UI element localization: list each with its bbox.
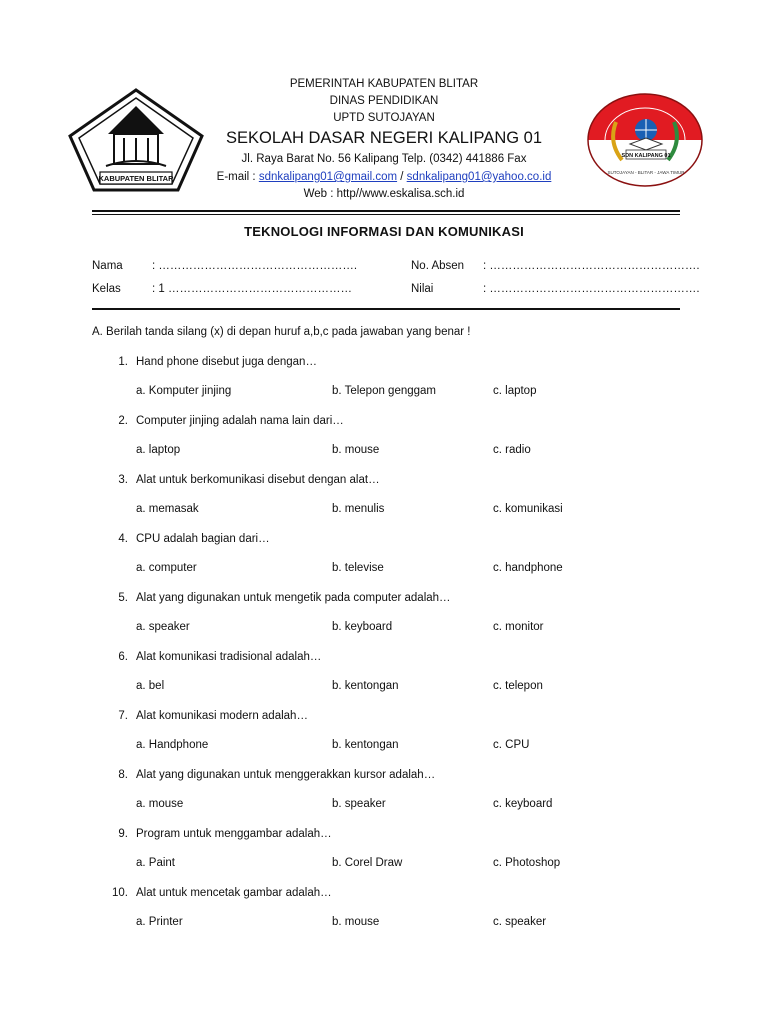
question-number: 1.: [118, 356, 128, 368]
option-a[interactable]: a. mouse: [136, 798, 184, 810]
question-number: 9.: [118, 828, 128, 840]
question-text: Alat yang digunakan untuk mengetik pada computer adalah…: [136, 592, 451, 604]
question-text: CPU adalah bagian dari…: [136, 533, 270, 545]
email-link-gmail[interactable]: sdnkalipang01@gmail.com: [258, 171, 398, 183]
question-number: 5.: [118, 592, 128, 604]
subject-title: TEKNOLOGI INFORMASI DAN KOMUNIKASI: [244, 224, 524, 239]
option-c[interactable]: c. laptop: [493, 385, 537, 397]
absen-field[interactable]: : ……………………………………………….: [483, 260, 700, 272]
option-b[interactable]: b. menulis: [332, 503, 385, 515]
header-divider: [92, 210, 680, 212]
question-6: [106, 651, 321, 663]
option-c[interactable]: c. komunikasi: [493, 503, 563, 515]
option-b[interactable]: b. mouse: [332, 444, 380, 456]
email-label: E-mail :: [216, 171, 259, 183]
option-a[interactable]: a. Handphone: [136, 739, 209, 751]
option-b[interactable]: b. Corel Draw: [332, 857, 403, 869]
option-b[interactable]: b. keyboard: [332, 621, 393, 633]
option-a[interactable]: a. Komputer jinjing: [136, 385, 232, 397]
email-link-yahoo[interactable]: sdnkalipang01@yahoo.co.id: [406, 171, 552, 183]
question-text: Alat untuk mencetak gambar adalah…: [136, 887, 332, 899]
question-number: 6.: [118, 651, 128, 663]
email-separator: /: [397, 171, 407, 183]
question-text: Hand phone disebut juga dengan…: [136, 356, 317, 368]
question-number: 8.: [118, 769, 128, 781]
option-c[interactable]: c. telepon: [493, 680, 543, 692]
kelas-label: Kelas: [92, 283, 121, 295]
question-number: 7.: [118, 710, 128, 722]
question-7: [106, 710, 308, 722]
option-b[interactable]: b. speaker: [332, 798, 386, 810]
option-c[interactable]: c. CPU: [493, 739, 530, 751]
school-address: Jl. Raya Barat No. 56 Kalipang Telp. (0342) 441886 Fax: [241, 153, 527, 165]
question-2: [106, 415, 344, 427]
nama-field[interactable]: : …………………………………………….: [152, 260, 358, 272]
question-text: Alat untuk berkomunikasi disebut dengan alat…: [136, 474, 380, 486]
option-c[interactable]: c. Photoshop: [493, 857, 561, 869]
school-website: Web : http//www.eskalisa.sch.id: [303, 188, 465, 200]
option-c[interactable]: c. radio: [493, 444, 531, 456]
question-text: Alat komunikasi tradisional adalah…: [136, 651, 322, 663]
option-a[interactable]: a. memasak: [136, 503, 199, 515]
logo-left-caption: KABUPATEN BLITAR: [98, 174, 174, 183]
question-5: [106, 592, 451, 604]
question-4: [106, 533, 270, 545]
question-number: 2.: [118, 415, 128, 427]
question-number: 10.: [112, 887, 128, 899]
section-a-instruction: A. Berilah tanda silang (x) di depan huruf a,b,c pada jawaban yang benar !: [92, 326, 471, 338]
question-8: [106, 769, 435, 781]
header-department: DINAS PENDIDIKAN: [329, 95, 439, 107]
question-text: Alat yang digunakan untuk menggerakkan kursor adalah…: [136, 769, 436, 781]
option-c[interactable]: c. speaker: [493, 916, 547, 928]
question-text: Alat komunikasi modern adalah…: [136, 710, 308, 722]
question-number: 3.: [118, 474, 128, 486]
question-3: [106, 474, 380, 486]
option-c[interactable]: c. monitor: [493, 621, 544, 633]
option-b[interactable]: b. kentongan: [332, 739, 399, 751]
kelas-field[interactable]: : 1 …………………………………………: [152, 283, 352, 295]
option-b[interactable]: b. mouse: [332, 916, 380, 928]
nilai-field[interactable]: : ……………………………………………….: [483, 283, 700, 295]
logo-right-bottom-text: SUTOJAYAN - BLITAR - JAWA TIMUR: [607, 170, 685, 175]
option-b[interactable]: b. televise: [332, 562, 384, 574]
question-text: Program untuk menggambar adalah…: [136, 828, 332, 840]
option-b[interactable]: b. Telepon genggam: [332, 385, 437, 397]
option-c[interactable]: c. handphone: [493, 562, 563, 574]
question-1: [106, 356, 317, 368]
option-a[interactable]: a. bel: [136, 680, 165, 692]
question-number: 4.: [118, 533, 128, 545]
header-government: PEMERINTAH KABUPATEN BLITAR: [289, 78, 479, 90]
option-a[interactable]: a. computer: [136, 562, 197, 574]
question-9: [106, 828, 332, 840]
school-name: SEKOLAH DASAR NEGERI KALIPANG 01: [225, 129, 543, 147]
absen-label: No. Absen: [411, 260, 465, 272]
logo-right-center-text: SDN KALIPANG 01: [621, 153, 671, 159]
question-10: [106, 887, 332, 899]
nilai-label: Nilai: [411, 283, 434, 295]
header-unit: UPTD SUTOJAYAN: [333, 112, 435, 124]
fields-divider: [92, 308, 680, 310]
header-divider-thin: [92, 214, 680, 215]
option-b[interactable]: b. kentongan: [332, 680, 399, 692]
school-email-line: [0, 171, 768, 183]
option-a[interactable]: a. Paint: [136, 857, 175, 869]
question-text: Computer jinjing adalah nama lain dari…: [136, 415, 344, 427]
option-a[interactable]: a. laptop: [136, 444, 181, 456]
option-a[interactable]: a. Printer: [136, 916, 183, 928]
nama-label: Nama: [92, 260, 123, 272]
option-a[interactable]: a. speaker: [136, 621, 190, 633]
option-c[interactable]: c. keyboard: [493, 798, 553, 810]
